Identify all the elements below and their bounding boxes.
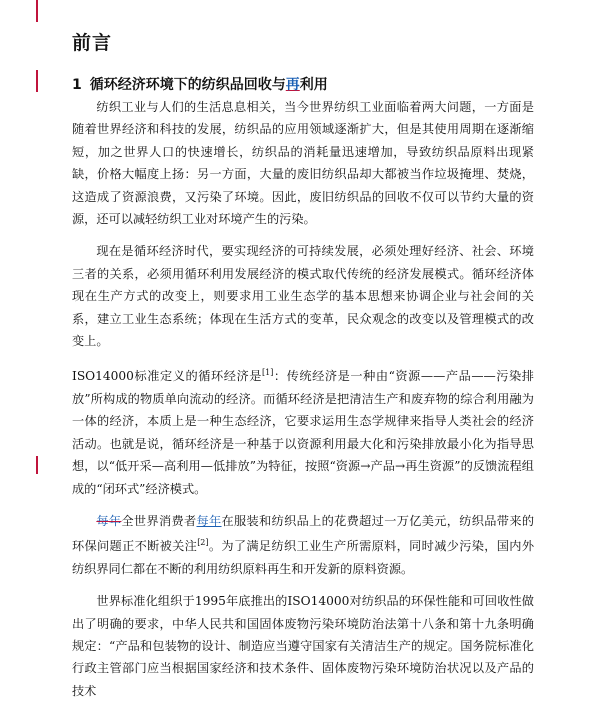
paragraph-text: 全世界消费者 [121,513,197,528]
revision-margin-mark [36,0,38,22]
section-title-text: 利用 [299,77,328,93]
revision-margin-mark [36,456,38,474]
paragraph [72,510,534,580]
tracked-insertion: 每年 [196,513,222,528]
page-title: 前言 [72,32,113,54]
tracked-deletion: 每年 [96,513,122,528]
citation-reference: [2] [197,538,209,548]
paragraph-text: ISO14000标准定义的循环经济是 [72,369,262,384]
citation-reference: [1] [261,368,274,378]
paragraph-text: 在服装和纺织品上的花费超过一万亿美元，纺织品带来的环保问题正不断被关注 [72,513,535,554]
paragraph: 世界标准化组织于1995年底推出的ISO14000对纺织品的环保性能和可回收性做出了明确的要求，中华人民共和国固体废物污染环境防治法第十八条和第十九条明确规定：“产品和包装物的设计、制造应当遵守国家有关清洁生产的规定。国务院标准化行政主管部门应当根据国家经济和技术条件、固体废物污染环境防治状况以及产品的技术 [72,594,534,698]
tracked-insertion: 再 [285,77,300,93]
paragraph: 纺织工业与人们的生活息息相关，当今世界纺织工业面临着两大问题，一方面是随着世界经济和科技的发展，纺织品的应用领域逐渐扩大，但是其使用周期在逐渐缩短，加之世界人口的快速增长，纺织品的消耗量迅速增加，导致纺织品原料出现紧缺，价格大幅度上扬：另一方面，大量的废旧纺织品却大都被当作垃圾掩埋、焚烧，这造成了资源浪费，又污染了环境。因此，废旧纺织品的回收不仅可以节约大量的资源，还可以减轻纺织工业对环境产生的污染。 [72,100,534,227]
section-title-text: 循环经济环境下的纺织品回收与 [89,77,286,93]
paragraph-text: ：传统经济是一种由“资源——产品——污染排放”所构成的物质单向流动的经济。而循环经济是把清洁生产和废弃物的综合利用融为一体的经济，本质上是一种生态经济，它要求运用生态学规律来指导人类社会的经济活动。也就是说，循环经济是一种基于以资源利用最大化和污染排放最小化为指导思想，以“低开采—高利用—低排放”为特征，按照“资源→产品→再生资源”的反馈流程组成的“闭环式”经济模式。 [72,369,534,496]
body-text [72,96,534,712]
paragraph [72,362,534,500]
section-number: 1 [72,77,82,93]
paragraph-text: 。为了满足纺织工业生产所需原料，同时减少污染，国内外纺织界同仁都在不断的利用纺织原料再生和开发新的原料资源。 [72,539,535,576]
paragraph: 现在是循环经济时代，要实现经济的可持续发展，必须处理好经济、社会、环境三者的关系，必须用循环利用发展经济的模式取代传统的经济发展模式。循环经济体现在生产方式的改变上，则要求用工业生态学的基本思想来协调企业与社会间的关系，建立工业生态系统；体现在生活方式的变革，民众观念的改变以及管理模式的改变上。 [72,244,534,349]
revision-margin-mark [36,70,38,92]
section-heading [72,74,328,94]
